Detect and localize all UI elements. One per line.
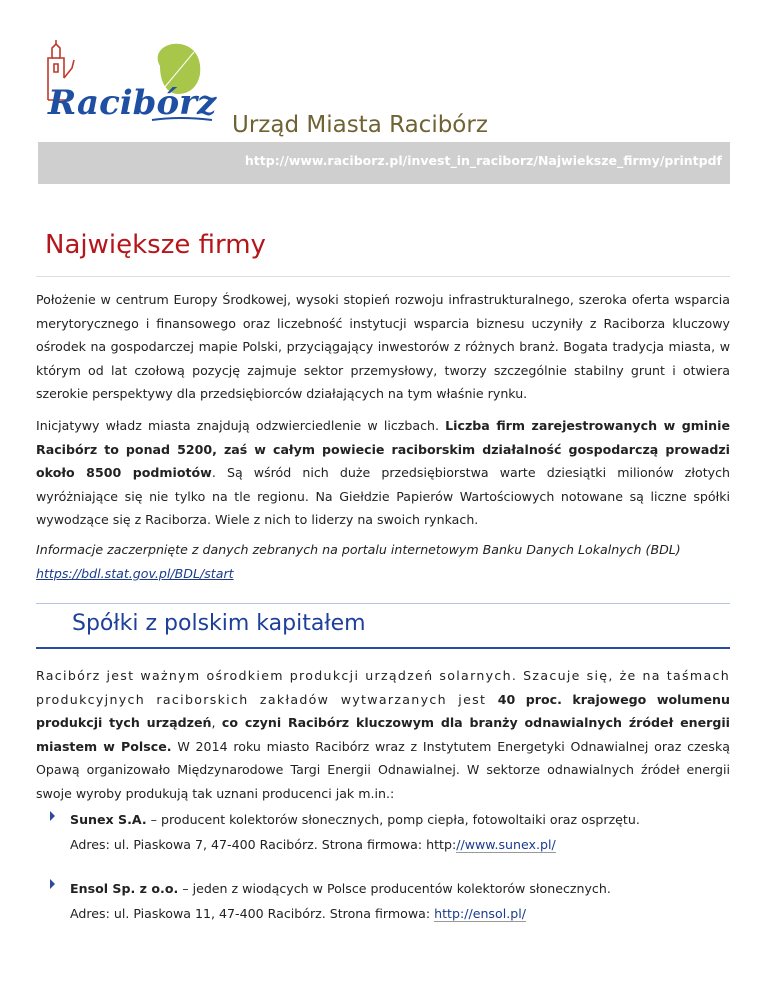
highlight-text: Liczba firm zarejestrowanych w gminie Racibórz to ponad 5200, zaś w całym powiecie raciborskim działalność gospodarczą prowadzi około 8500 podmiotów [36,418,730,480]
text-span: , [211,715,222,730]
text-span: W 2014 roku miasto Racibórz wraz z Instytutem Energetyki Odnawialnej oraz czeską Opawą organizowało Międzynarodowe Targi Energii Odnawialnej. W sektorze odnawialnych źródeł energii swoje wyroby produkują tak uznani producenci jak m.in.: [36,738,730,801]
ensol-link[interactable]: http://ensol.pl/ [434,906,526,921]
logo-wordmark: Racibórz [48,83,217,123]
page-title: Największe firmy [45,230,266,260]
text-span: . Są wśród nich duże przedsiębiorstwa warte dziesiątki milionów złotych wyróżniające się nie tylko na tle regionu. Na Giełdzie Papierów Wartościowych notowane są liczne spółki wywodzące się z Raciborza. Wiele z nich to liderzy na swoich rynkach. [36,465,730,527]
highlight-text: co czyni Racibórz kluczowym dla branży odnawialnych źródeł energii miastem w Polsce. [36,715,730,754]
page-url: http://www.raciborz.pl/invest_in_raciborz/Najwieksze_firmy/printpdf [244,153,722,168]
intro-paragraph-2 [36,414,730,532]
source-note [36,538,730,585]
section-title: Spółki z polskim kapitałem [72,611,366,636]
company-address [70,837,556,852]
company-address [70,906,526,921]
address-text: Adres: ul. Piaskowa 11, 47-400 Racibórz. Strona firmowa: [70,906,435,921]
bullet-icon [50,879,55,889]
text-span: Racibórz jest ważnym ośrodkiem produkcji urządzeń solarnych. Szacuje się, że na taśmach produkcyjnych raciborskich zakładów wytwarzanych jest [36,668,730,707]
org-title: Urząd Miasta Racibórz [232,112,488,138]
company-line [70,812,640,827]
sunex-link[interactable]: //www.sunex.pl/ [456,837,556,852]
company-name: Ensol Sp. z o.o. [70,881,179,896]
address-text: Adres: ul. Piaskowa 7, 47-400 Racibórz. Strona firmowa: [70,837,427,852]
divider [36,603,730,604]
company-desc: – jeden z wiodących w Polsce producentów kolektorów słonecznych. [178,881,611,896]
text-span: Inicjatywy władz miasta znajdują odzwierciedlenie w liczbach. [36,418,446,433]
company-line [70,881,611,896]
section-paragraph [36,664,730,805]
source-note-text: Informacje zaczerpnięte z danych zebranych na portalu internetowym Banku Danych Lokalnych (BDL) [36,542,681,557]
bdl-link[interactable]: https://bdl.stat.gov.pl/BDL/start [36,565,234,581]
section-underline [36,647,730,649]
raciborz-logo [40,38,220,128]
company-desc: – producent kolektorów słonecznych, pomp ciepła, fotowoltaiki oraz osprzętu. [146,812,640,827]
company-name: Sunex S.A. [70,812,147,827]
divider [36,276,730,277]
intro-paragraph-1: Położenie w centrum Europy Środkowej, wysoki stopień rozwoju infrastrukturalnego, szeroka oferta wsparcia merytorycznego i finansowego oraz liczebność instytucji wsparcia biznesu uczyniły z Raciborza kluczowy ośrodek na gospodarczej mapie Polski, przyciągający inwestorów z różnych branż. Bogata tradycja miasta, w którym od lat czołową pozycję zajmuje sektor przemysłowy, tworzy szczególnie stabilny grunt i otwiera szerokie perspektywy dla przedsiębiorców działających na tym właśnie rynku. [36,292,730,401]
url-bar [38,142,730,184]
link-prefix: http: [426,837,457,852]
bullet-icon [50,811,55,821]
highlight-text: 40 proc. krajowego wolumenu produkcji tych urządzeń [36,691,730,730]
